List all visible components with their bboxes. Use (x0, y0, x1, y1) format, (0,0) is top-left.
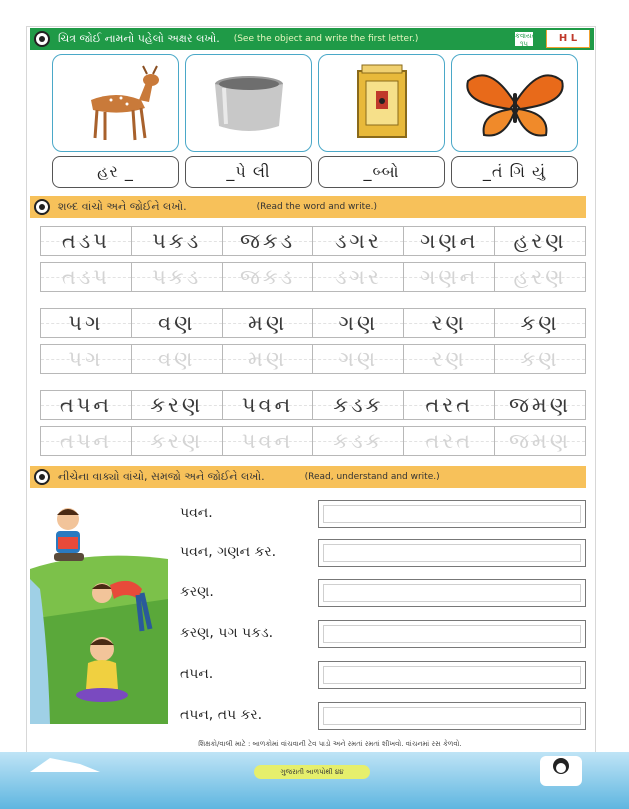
trace-word: ગણન (403, 226, 494, 256)
trace-word[interactable]: જમણ (494, 426, 586, 456)
trace-word[interactable]: હરણ (494, 262, 586, 292)
box-icon (352, 63, 412, 143)
word-blank-row (52, 156, 578, 188)
trace-word: જમણ (494, 390, 586, 420)
trace-word[interactable]: કરણ (131, 426, 222, 456)
picture-card-deer (52, 54, 179, 152)
section-1-title: ચિત્ર જોઈ નામનો પહેલો અક્ષર લખો. (58, 32, 220, 45)
deer-icon (61, 60, 171, 146)
word-blank-4[interactable]: _તં ગિ યું (451, 156, 578, 188)
trace-word[interactable]: મણ (222, 344, 313, 374)
trace-word[interactable]: ગણન (403, 262, 494, 292)
vessel-icon (204, 68, 294, 138)
trace-word[interactable]: પગ (40, 344, 131, 374)
trace-word: કણ (494, 308, 586, 338)
picture-card-box (318, 54, 445, 152)
trace-word[interactable]: તરત (403, 426, 494, 456)
section-3-title-en: (Read, understand and write.) (304, 472, 440, 482)
penguin-icon (34, 469, 50, 485)
trace-row-2-dark (40, 308, 586, 338)
trace-word: પકડ (131, 226, 222, 256)
section-2-title-en: (Read the word and write.) (256, 202, 378, 212)
children-illustration (30, 489, 168, 724)
penguin-icon (34, 31, 50, 47)
trace-word: ડગર (312, 226, 403, 256)
section-2-header (30, 196, 586, 218)
trace-word[interactable]: કડક (312, 426, 403, 456)
picture-card-vessel (185, 54, 312, 152)
trace-word: હરણ (494, 226, 586, 256)
answer-box-3[interactable] (318, 579, 586, 607)
trace-row-3-dark (40, 390, 586, 420)
trace-word[interactable]: વણ (131, 344, 222, 374)
trace-word[interactable]: પકડ (131, 262, 222, 292)
trace-word: તરત (403, 390, 494, 420)
trace-word[interactable]: ડગર (312, 262, 403, 292)
water-decoration (0, 752, 629, 809)
trace-word: તડપ (40, 226, 131, 256)
page-label: ગુજરાતી બાળપોથી ૪૪ (254, 765, 370, 779)
trace-row-1-faint[interactable] (40, 262, 586, 292)
trace-word[interactable]: રણ (403, 344, 494, 374)
word-blank-1[interactable]: હર _ (52, 156, 179, 188)
penguin-icon (34, 199, 50, 215)
teacher-note: શિક્ષકો/વાલી માટે : બાળકોમાં વાંચવાની ટેવ પાડો અને રમતાં રમતાં શીખવો. વાંચનમાં રસ કેળવો. (198, 740, 462, 748)
trace-word: પવન (222, 390, 313, 420)
trace-word[interactable]: કણ (494, 344, 586, 374)
lesson-box (514, 31, 537, 48)
sentence-3: કરણ. (180, 584, 214, 600)
answer-box-4[interactable] (318, 620, 586, 648)
picture-row (52, 54, 578, 152)
word-blank-3[interactable]: _બ્બો (318, 156, 445, 188)
answer-box-1[interactable] (318, 500, 586, 528)
sentence-5: તપન. (180, 666, 214, 682)
trace-word[interactable]: પવન (222, 426, 313, 456)
trace-word: પગ (40, 308, 131, 338)
answer-box-6[interactable] (318, 702, 586, 730)
trace-word: મણ (222, 308, 313, 338)
section-2-title: શબ્દ વાંચો અને જોઈને લખો. (58, 200, 187, 213)
trace-word: જકડ (222, 226, 313, 256)
butterfly-icon (460, 63, 570, 143)
trace-row-2-faint[interactable] (40, 344, 586, 374)
trace-word: ગણ (312, 308, 403, 338)
trace-row-3-faint[interactable] (40, 426, 586, 456)
trace-word: તપન (40, 390, 131, 420)
sentence-6: તપન, તપ કર. (180, 707, 263, 723)
trace-word: રણ (403, 308, 494, 338)
lesson-label: કવાયત (515, 32, 537, 40)
trace-word[interactable]: તપન (40, 426, 131, 456)
sentence-2: પવન, ગણન કર. (180, 544, 277, 560)
sentence-1: પવન. (180, 505, 213, 521)
level-badge: H L (546, 30, 590, 48)
picture-card-butterfly (451, 54, 578, 152)
trace-word[interactable]: તડપ (40, 262, 131, 292)
trace-word: વણ (131, 308, 222, 338)
lesson-number: ૧૫ (519, 40, 529, 48)
section-1-title-en: (See the object and write the first letter.) (233, 34, 419, 44)
trace-word: કડક (312, 390, 403, 420)
section-1-header (30, 28, 594, 50)
trace-word[interactable]: જકડ (222, 262, 313, 292)
section-3-title: નીચેના વાક્યો વાંચો, સમજો અને જોઈને લખો. (58, 470, 265, 483)
answer-box-5[interactable] (318, 661, 586, 689)
section-3-header (30, 466, 586, 488)
trace-word[interactable]: ગણ (312, 344, 403, 374)
word-blank-2[interactable]: _પે લી (185, 156, 312, 188)
sentence-4: કરણ, પગ પકડ. (180, 625, 274, 641)
trace-word: કરણ (131, 390, 222, 420)
trace-row-1-dark (40, 226, 586, 256)
answer-box-2[interactable] (318, 539, 586, 567)
